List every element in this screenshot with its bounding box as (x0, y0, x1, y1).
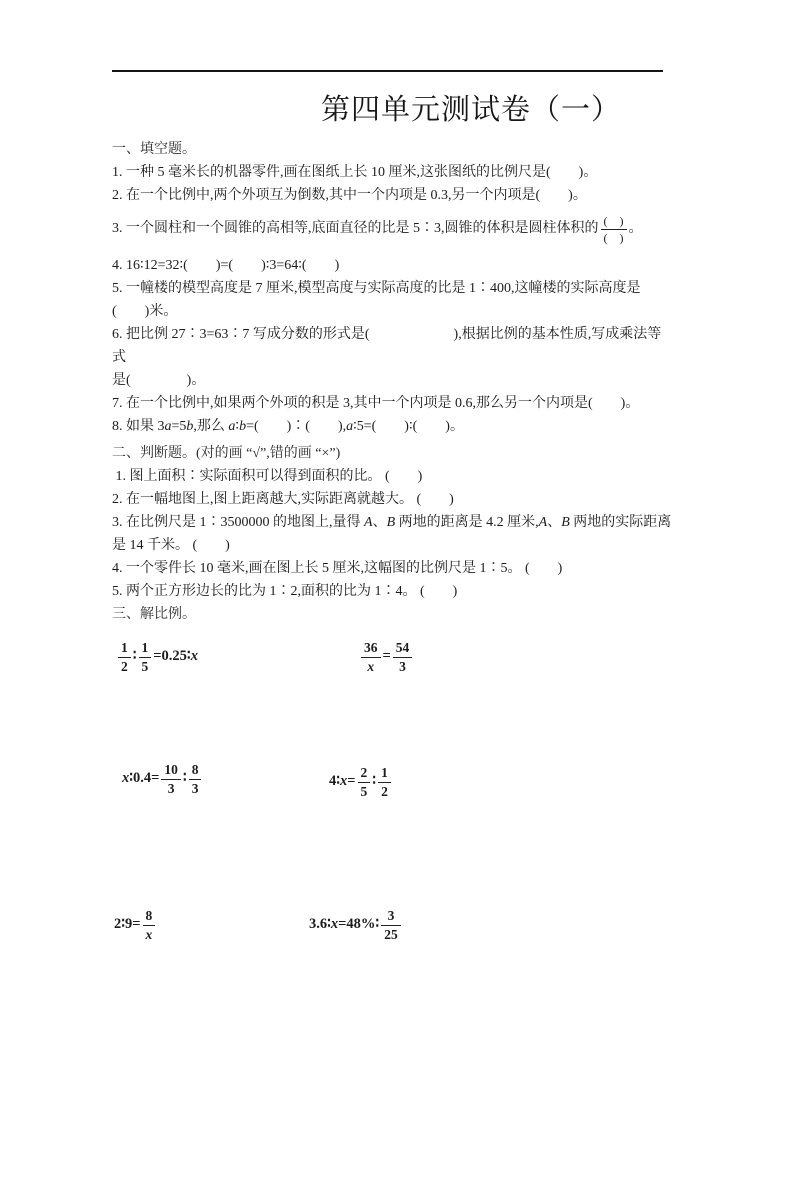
section-fill-heading: 一、填空题。 (112, 142, 196, 157)
section-solve-heading: 三、解比例。 (112, 607, 196, 622)
math-variable: x (145, 926, 153, 942)
math-variable: b (239, 419, 247, 434)
proportion-problem: $\frac{36}{x}$ = $\frac{54}{3}$ (359, 640, 414, 673)
proportion-problem-area (112, 626, 674, 1112)
proportion-problem: 2∶9= $\frac{8}{x}$ (114, 908, 157, 941)
fraction: $\frac{10}{3}$ (161, 762, 181, 795)
fill-question-line: 3. 一个圆柱和一个圆锥的高相等,底面直径的比是 5∶3,圆锥的体积是圆柱体积的 $\frac{( )}{( )}$ 。 (112, 214, 643, 245)
math-variable: B (386, 515, 396, 530)
fill-question-list (112, 161, 674, 438)
math-variable: x (367, 658, 375, 674)
judge-question-list (112, 465, 674, 603)
fraction: $\frac{36}{x}$ (361, 640, 381, 673)
math-variable: a (346, 419, 354, 434)
math-variable: x (330, 915, 339, 932)
math-variable: A (538, 515, 548, 530)
judge-question-line: 4. 一个零件长 10 毫米,画在图上长 5 厘米,这幅图的比例尺是 1∶5。 ( ) (112, 561, 563, 576)
math-variable: B (561, 515, 570, 530)
section-true-false (112, 442, 674, 603)
section-fill-in-blanks (112, 138, 674, 438)
judge-question-line: 3. 在比例尺是 1∶3500000 的地图上,量得 A、B 两地的距离是 4.2 厘米,A、B 两地的实际距离 是 14 千米。 ( ) (112, 515, 672, 553)
math-variable: b (186, 419, 194, 434)
fraction: $\frac{1}{5}$ (139, 640, 152, 673)
fraction: $\frac{2}{5}$ (358, 765, 371, 798)
math-variable: x (340, 772, 348, 789)
proportion-problem: $\frac{1}{2}$ ∶ $\frac{1}{5}$ =0.25∶x (116, 640, 198, 673)
math-variable: x (122, 769, 130, 786)
judge-question-line: 5. 两个正方形边长的比为 1∶2,面积的比为 1∶4。 ( ) (112, 584, 458, 599)
proportion-problem: x∶0.4= $\frac{10}{3}$ ∶ $\frac{8}{3}$ (122, 762, 203, 795)
proportion-problem: 3.6∶x=48%∶ $\frac{3}{25}$ (309, 908, 403, 941)
fraction: $\frac{8}{3}$ (189, 762, 202, 795)
math-variable: a (228, 419, 236, 434)
section-judge-heading: 二、判断题。(对的画 “√”,错的画 “×”) (112, 446, 341, 461)
fraction: $\frac{3}{25}$ (381, 908, 401, 941)
fill-question-line: 4. 16∶12=32∶( )=( )∶3=64∶( ) (112, 258, 340, 273)
fill-question-line: 2. 在一个比例中,两个外项互为倒数,其中一个内项是 0.3,另一个内项是( )。 (112, 188, 587, 203)
math-variable: x (190, 647, 198, 664)
fill-question-line: 5. 一幢楼的模型高度是 7 厘米,模型高度与实际高度的比是 1∶400,这幢楼的实际高度是 ( )米。 (112, 281, 641, 319)
fraction: $\frac{1}{2}$ (118, 640, 131, 673)
fill-question-line: 1. 一种 5 毫米长的机器零件,画在图纸上长 10 厘米,这张图纸的比例尺是( )。 (112, 165, 598, 180)
page-title: 第四单元测试卷（一） (320, 94, 621, 126)
document-page (112, 70, 674, 1112)
fill-question-line: 8. 如果 3a=5b,那么 a∶b=( )∶( ),a∶5=( )∶( )。 (112, 419, 464, 434)
fill-question-line: 6. 把比例 27∶3=63∶7 写成分数的形式是( ),根据比例的基本性质,写成乘法等式 是( )。 (112, 327, 662, 388)
fraction: $\frac{54}{3}$ (393, 640, 413, 673)
proportion-problem: 4∶x= $\frac{2}{5}$ ∶ $\frac{1}{2}$ (329, 765, 393, 798)
math-variable: a (164, 419, 172, 434)
fraction: $\frac{8}{x}$ (143, 908, 156, 941)
header-rule (112, 70, 663, 72)
blank-fraction: $\frac{( )}{( )}$ (601, 214, 627, 244)
fraction: $\frac{1}{2}$ (378, 765, 391, 798)
section-solve-proportions (112, 603, 674, 1112)
judge-question-line: 1. 图上面积∶实际面积可以得到面积的比。 ( ) (112, 469, 423, 484)
judge-question-line: 2. 在一幅地图上,图上距离越大,实际距离就越大。 ( ) (112, 492, 454, 507)
fill-question-line: 7. 在一个比例中,如果两个外项的积是 3,其中一个内项是 0.6,那么另一个内项是( )。 (112, 396, 640, 411)
math-variable: A (364, 515, 373, 530)
